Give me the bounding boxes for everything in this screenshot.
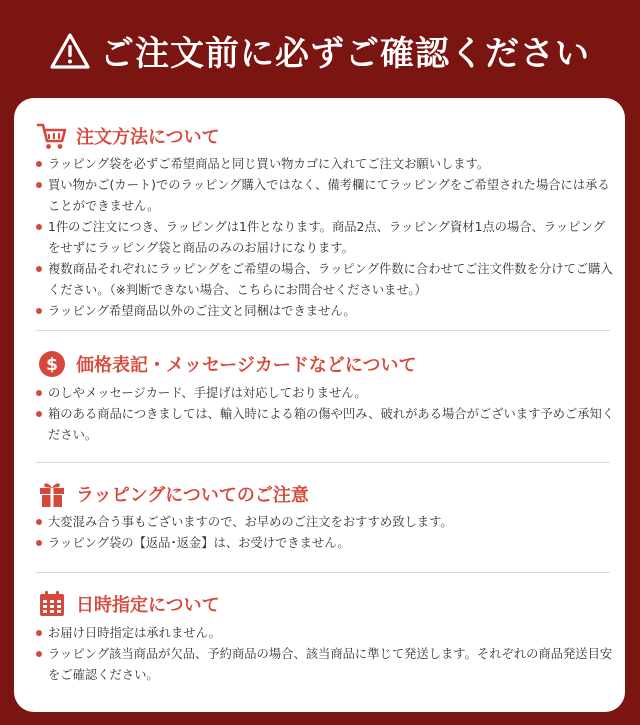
section-header	[36, 588, 220, 620]
warning-icon	[50, 32, 90, 70]
divider	[36, 330, 610, 331]
list-item: ラッピング袋を必ずご希望商品と同じ買い物カゴに入れてご注文お願いします。	[36, 154, 616, 175]
list-item: 1件のご注文につき、ラッピングは1件となります。商品2点、ラッピング資材1点の場合、ラッピングをせずにラッピング袋と商品のみのお届けになります。	[36, 217, 616, 259]
section-header	[36, 348, 417, 380]
calendar-icon	[36, 588, 68, 620]
list-item: ラッピング希望商品以外のご注文と同梱はできません。	[36, 301, 616, 322]
svg-text:$: $	[46, 355, 58, 375]
header	[0, 0, 640, 100]
bullet-list	[36, 154, 616, 322]
section-title: ラッピングについてのご注意	[76, 485, 309, 506]
section-header	[36, 120, 220, 152]
divider	[36, 462, 610, 463]
bullet-list	[36, 623, 616, 686]
bullet-list	[36, 383, 616, 446]
list-item: 買い物かご(カート)でのラッピング購入ではなく、備考欄にてラッピングをご希望された場合には承ることができません。	[36, 175, 616, 217]
gift-icon	[36, 478, 68, 510]
page-title: ご注文前に必ずご確認ください	[100, 33, 590, 74]
list-item: お届け日時指定は承れません。	[36, 623, 616, 644]
notice-panel	[14, 98, 625, 712]
list-item: ラッピング袋の【返品･返金】は、お受けできません。	[36, 533, 616, 554]
list-item: 複数商品それぞれにラッピングをご希望の場合、ラッピング件数に合わせてご注文件数を分けてご購入ください。（※判断できない場合、こちらにお問合せくださいませ。）	[36, 259, 616, 301]
section-title: 日時指定について	[76, 595, 220, 616]
divider	[36, 572, 610, 573]
bullet-list	[36, 512, 616, 554]
list-item: 箱のある商品につきましては、輸入時による箱の傷や凹み、破れがある場合がございます予めご承知ください。	[36, 404, 616, 446]
shopping-cart-icon	[36, 120, 68, 152]
list-item: ラッピング該当商品が欠品、予約商品の場合、該当商品に準じて発送します。それぞれの商品発送目安をご確認ください。	[36, 644, 616, 686]
section-header	[36, 478, 309, 510]
section-title: 価格表記・メッセージカードなどについて	[76, 355, 417, 376]
list-item: のしやメッセージカード、手提げは対応しておりません。	[36, 383, 616, 404]
list-item: 大変混み合う事もございますので、お早めのご注文をおすすめ致します。	[36, 512, 616, 533]
dollar-coin-icon	[36, 348, 68, 380]
section-title: 注文方法について	[76, 127, 220, 148]
